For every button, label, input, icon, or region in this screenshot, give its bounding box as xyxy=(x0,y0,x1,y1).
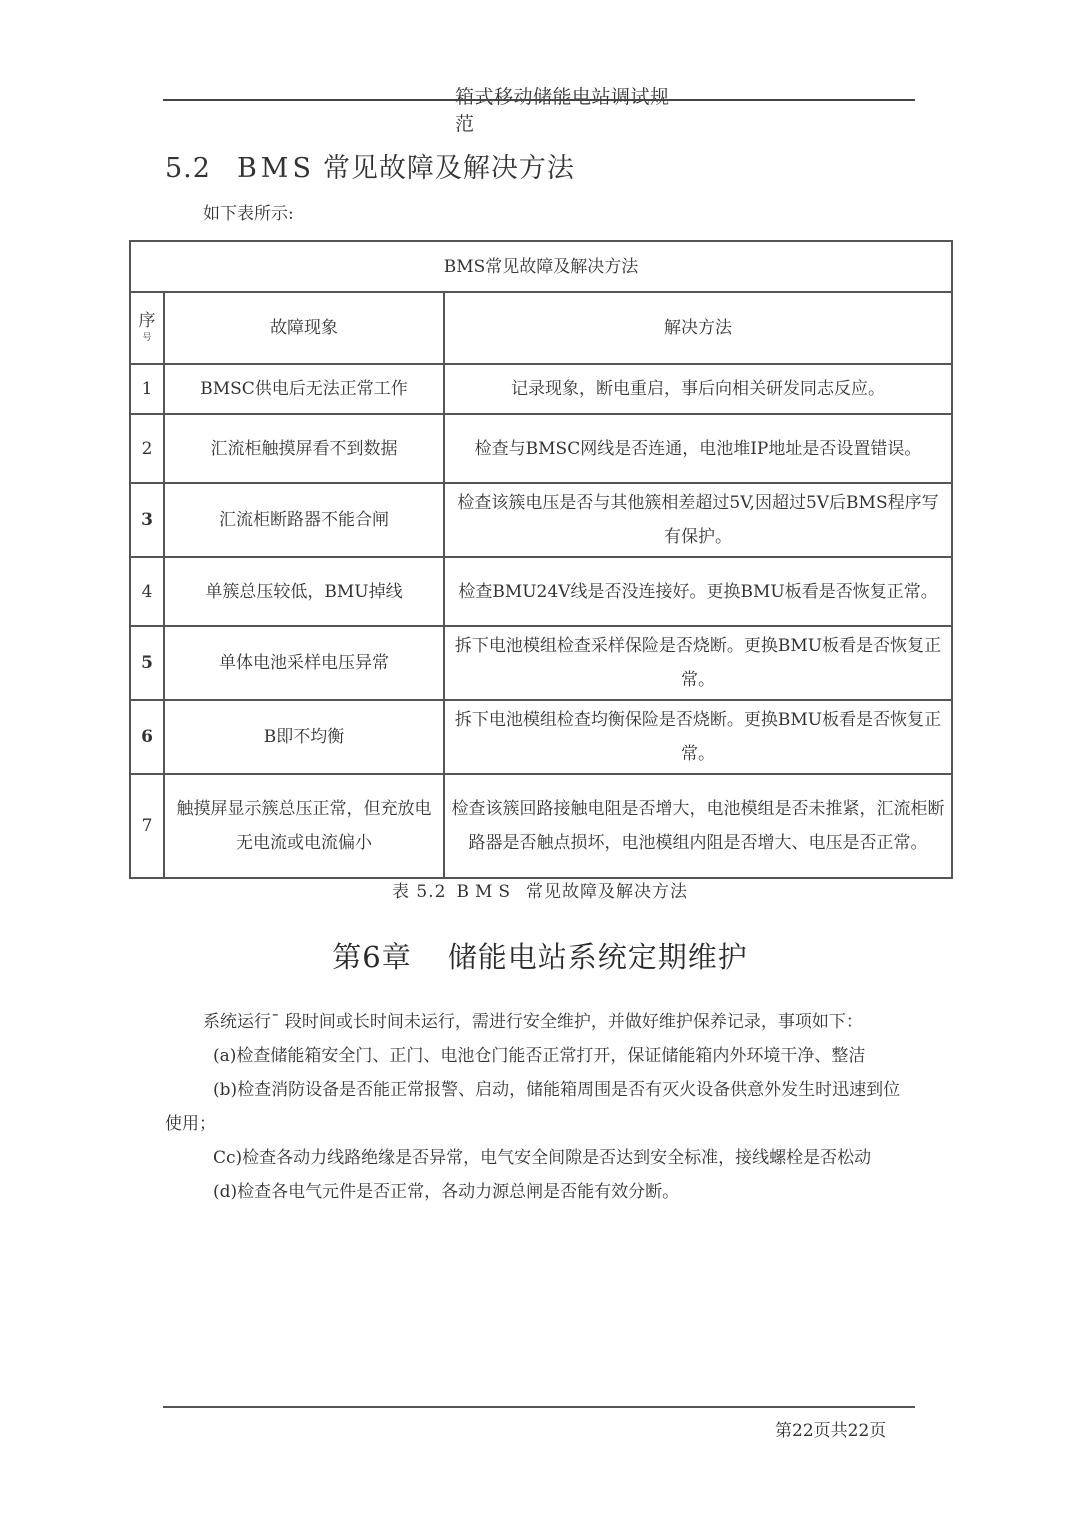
row-seq: 7 xyxy=(130,774,164,878)
row-fault: B即不均衡 xyxy=(164,700,444,774)
row-fault: 单簇总压较低，BMU掉线 xyxy=(164,557,444,626)
table-row xyxy=(130,557,952,626)
header-seq-top: 序 xyxy=(138,311,156,331)
header-divider xyxy=(163,99,915,101)
section-heading xyxy=(165,146,575,185)
row-solution: 检查BMU24V线是否没连接好。更换BMU板看是否恢复正常。 xyxy=(444,557,952,626)
row-seq: 1 xyxy=(130,364,164,414)
header-seq-bottom: 号 xyxy=(142,333,152,343)
row-seq: 3 xyxy=(130,483,164,557)
table-row xyxy=(130,483,952,557)
table-caption-prefix: 表 5.2 xyxy=(392,882,447,902)
body-intro: 系统运行¯ 段时间或长时间未运行，需进行安全维护，并做好维护保养记录，事项如下： xyxy=(203,1012,863,1032)
header-seq xyxy=(130,292,164,364)
table-caption-row xyxy=(130,241,952,292)
table-caption: BMS常见故障及解决方法 xyxy=(130,241,952,292)
row-seq: 2 xyxy=(130,414,164,483)
row-fault: BMSC供电后无法正常工作 xyxy=(164,364,444,414)
fault-table xyxy=(129,240,953,879)
row-solution: 检查与BMSC网线是否连通，电池堆IP地址是否设置错误。 xyxy=(444,414,952,483)
row-solution: 记录现象，断电重启，事后向相关研发同志反应。 xyxy=(444,364,952,414)
header-fault: 故障现象 xyxy=(164,292,444,364)
body-item: Cc)检查各动力线路绝缘是否异常，电气安全间隙是否达到安全标准，接线螺栓是否松动 xyxy=(213,1148,872,1168)
table-header-row xyxy=(130,292,952,364)
chapter-heading xyxy=(0,935,1080,976)
row-fault: 汇流柜断路器不能合闸 xyxy=(164,483,444,557)
chapter-label: 第6章 xyxy=(332,940,412,974)
body-item: (a)检查储能箱安全门、正门、电池仓门能否正常打开，保证储能箱内外环境干净、整洁 xyxy=(213,1046,866,1066)
row-seq: 5 xyxy=(130,626,164,700)
row-fault: 触摸屏显示簇总压正常，但充放电无电流或电流偏小 xyxy=(164,774,444,878)
row-solution: 拆下电池模组检查采样保险是否烧断。更换BMU板看是否恢复正常。 xyxy=(444,626,952,700)
table-caption-title: 常见故障及解决方法 xyxy=(526,882,688,902)
maintenance-body xyxy=(165,1005,915,1209)
header-solution: 解决方法 xyxy=(444,292,952,364)
footer-divider xyxy=(163,1406,915,1408)
row-seq: 4 xyxy=(130,557,164,626)
row-solution: 拆下电池模组检查均衡保险是否烧断。更换BMU板看是否恢复正常。 xyxy=(444,700,952,774)
document-header-title: 箱式移动储能电站调试规范 xyxy=(455,86,670,135)
row-solution: 检查该簇回路接触电阻是否增大，电池模组是否未推紧，汇流柜断路器是否触点损坏，电池模组内阻是否增大、电压是否正常。 xyxy=(444,774,952,878)
row-solution: 检查该簇电压是否与其他簇相差超过5V,因超过5V后BMS程序写有保护。 xyxy=(444,483,952,557)
row-fault: 单体电池采样电压异常 xyxy=(164,626,444,700)
chapter-title: 储能电站系统定期维护 xyxy=(447,940,748,974)
row-fault: 汇流柜触摸屏看不到数据 xyxy=(164,414,444,483)
table-row xyxy=(130,414,952,483)
section-number: 5.2 xyxy=(165,153,211,184)
table-row xyxy=(130,364,952,414)
table-row xyxy=(130,774,952,878)
section-title: 常见故障及解决方法 xyxy=(322,153,575,184)
table-row xyxy=(130,700,952,774)
section-bms: BMS xyxy=(236,153,315,184)
page-number: 第22页共22页 xyxy=(775,1421,887,1441)
body-item: (d)检查各电气元件是否正常，各动力源总闸是否能有效分断。 xyxy=(213,1182,680,1202)
body-item: (b)检查消防设备是否能正常报警、启动，储能箱周围是否有灭火设备供意外发生时迅速到位使用； xyxy=(165,1080,901,1134)
table-row xyxy=(130,626,952,700)
table-caption-below xyxy=(0,877,1080,902)
row-seq: 6 xyxy=(130,700,164,774)
table-caption-bms: BMS xyxy=(456,882,516,902)
intro-text: 如下表所示: xyxy=(203,204,294,224)
